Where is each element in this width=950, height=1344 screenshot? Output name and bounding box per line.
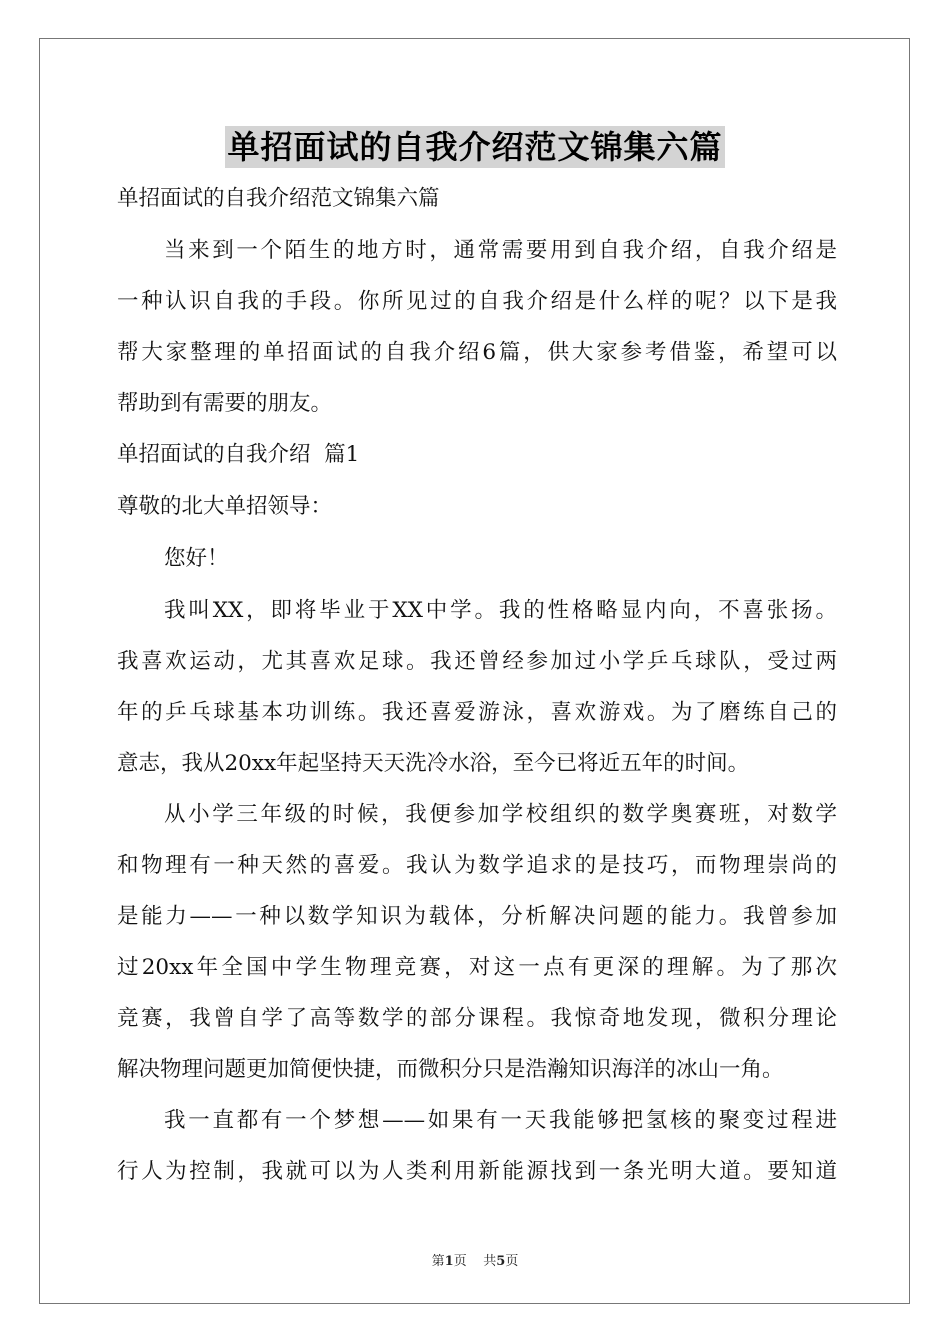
para1-line: 我叫XX，即将毕业于XX中学。我的性格略显内向，不喜张扬。 — [164, 598, 837, 623]
document-title: 单招面试的自我介绍范文锦集六篇 — [227, 128, 723, 166]
para3-line: 我一直都有一个梦想——如果有一天我能够把氢核的聚变过程进 — [164, 1108, 837, 1133]
para2-line: 是能力——一种以数学知识为载体，分析解决问题的能力。我曾参加 — [117, 904, 837, 929]
intro-line: 帮助到有需要的朋友。 — [117, 391, 333, 416]
section-heading: 单招面试的自我介绍 篇1 — [117, 442, 360, 467]
total-prefix: 共 — [483, 1254, 497, 1269]
page-prefix: 第 — [431, 1254, 445, 1269]
para2-line: 竞赛，我曾自学了高等数学的部分课程。我惊奇地发现，微积分理论 — [117, 1006, 837, 1031]
intro-line: 帮大家整理的单招面试的自我介绍6篇，供大家参考借鉴，希望可以 — [117, 340, 837, 365]
para2-line: 解决物理问题更加简便快捷，而微积分只是浩瀚知识海洋的冰山一角。 — [117, 1057, 784, 1082]
para3-line: 行人为控制，我就可以为人类利用新能源找到一条光明大道。要知道 — [117, 1159, 837, 1184]
para2-line: 过20xx年全国中学生物理竞赛，对这一点有更深的理解。为了那次 — [117, 955, 837, 980]
para1-line: 我喜欢运动，尤其喜欢足球。我还曾经参加过小学乒乓球队，受过两 — [117, 649, 837, 674]
total-pages: 5 — [496, 1254, 506, 1269]
para1-line: 年的乒乓球基本功训练。我还喜爱游泳，喜欢游戏。为了磨练自己的 — [117, 700, 837, 725]
para2-line: 从小学三年级的时候，我便参加学校组织的数学奥赛班，对数学 — [164, 802, 837, 827]
page-footer — [0, 1250, 950, 1269]
page-number: 1 — [444, 1254, 454, 1269]
salutation: 尊敬的北大单招领导： — [117, 494, 333, 519]
para2-line: 和物理有一种天然的喜爱。我认为数学追求的是技巧，而物理崇尚的 — [117, 853, 837, 878]
document-body — [117, 178, 837, 1202]
intro-line: 当来到一个陌生的地方时，通常需要用到自我介绍，自我介绍是 — [164, 238, 837, 263]
page-suffix: 页 — [453, 1254, 467, 1269]
greeting: 您好！ — [164, 546, 229, 571]
para1-line: 意志，我从20xx年起坚持天天洗冷水浴，至今已将近五年的时间。 — [117, 751, 750, 776]
title-wrap — [0, 126, 950, 168]
total-suffix: 页 — [505, 1254, 519, 1269]
intro-line: 一种认识自我的手段。你所见过的自我介绍是什么样的呢？以下是我 — [117, 289, 837, 314]
subtitle: 单招面试的自我介绍范文锦集六篇 — [117, 186, 440, 211]
